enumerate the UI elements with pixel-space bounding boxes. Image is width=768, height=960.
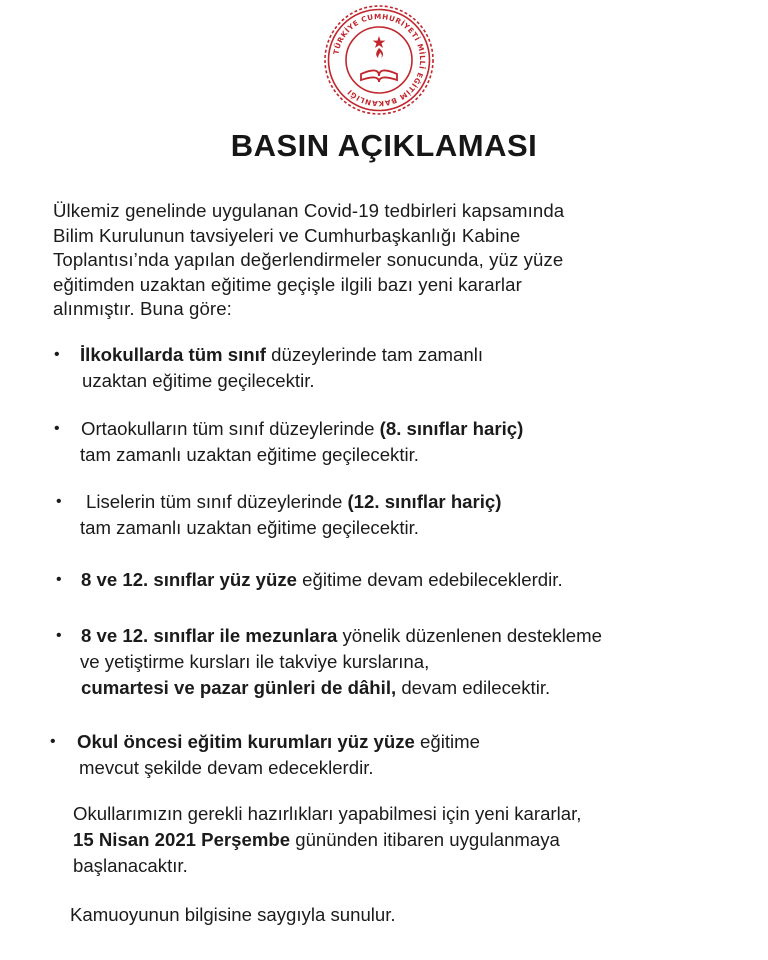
bullet-bold-text: cumartesi ve pazar günleri de dâhil,: [81, 677, 397, 698]
intro-line: eğitimden uzaktan eğitime geçişle ilgili bazı yeni kararlar: [53, 273, 522, 295]
bullet-bold-text: (8. sınıflar hariç): [379, 418, 524, 439]
bullet-line: mevcut şekilde devam edeceklerdir.: [79, 757, 374, 778]
bullet-line: tam zamanlı uzaktan eğitime geçilecektir.: [80, 517, 419, 538]
intro-line: alınmıştır. Buna göre:: [53, 298, 232, 320]
signoff-text: Kamuoyunun bilgisine saygıyla sunulur.: [70, 904, 396, 925]
closing-line: [73, 827, 581, 853]
bullet-line: uzaktan eğitime geçilecektir.: [82, 370, 315, 391]
bullet-line: [56, 489, 501, 515]
closing-date: 15 Nisan 2021 Perşembe: [73, 829, 291, 850]
bullet-dot-icon: •: [56, 571, 62, 588]
bullet-bold-text: 8 ve 12. sınıflar yüz yüze: [81, 569, 297, 590]
bullet-item-middle-schools: [54, 416, 523, 468]
intro-line: Ülkemiz genelinde uygulanan Covid-19 tedbirleri kapsamında: [53, 200, 565, 221]
bullet-bold-text: Okul öncesi eğitim kurumları yüz yüze: [77, 731, 415, 752]
bullet-line: [54, 416, 523, 442]
page-title: BASIN AÇIKLAMASI: [230, 128, 538, 163]
closing-text: gününden itibaren uygulanmaya: [290, 829, 560, 850]
bullet-dot-icon: •: [50, 733, 56, 750]
closing-paragraph: [73, 801, 581, 879]
bullet-line: tam zamanlı uzaktan eğitime geçilecektir.: [80, 444, 419, 465]
bullet-bold-text: (12. sınıflar hariç): [347, 491, 502, 512]
bullet-line: [50, 729, 480, 755]
bullet-line: [56, 675, 602, 701]
bullet-bold-text: 8 ve 12. sınıflar ile mezunlara: [81, 625, 338, 646]
intro-paragraph: [53, 199, 733, 322]
bullet-item-high-schools: [56, 489, 501, 541]
bullet-text: yönelik düzenlenen destekleme: [337, 625, 602, 646]
intro-line: Toplantısı’nda yapılan değerlendirmeler sonucunda, yüz yüze: [53, 249, 564, 271]
bullet-text: Ortaokulların tüm sınıf düzeylerinde: [81, 418, 380, 439]
closing-line: başlanacaktır.: [73, 855, 188, 876]
bullet-bold-text: İlkokullarda tüm sınıf: [80, 344, 266, 365]
svg-text:TÜRKİYE CUMHURİYETİ MİLLÎ EĞİT: TÜRKİYE CUMHURİYETİ MİLLÎ EĞİTİM BAKANLIĞI: [331, 11, 428, 109]
seal-emblem-icon: [321, 2, 437, 118]
bullet-text: düzeylerinde tam zamanlı: [265, 344, 484, 365]
bullet-line: ve yetiştirme kursları ile takviye kurslarına,: [80, 651, 430, 672]
bullet-text: eğitime devam edebileceklerdir.: [297, 569, 563, 590]
closing-line: Okullarımızın gerekli hazırlıkları yapabilmesi için yeni kararlar,: [73, 803, 582, 824]
bullet-dot-icon: •: [56, 493, 62, 510]
bullet-item-primary-schools: [54, 342, 483, 394]
bullet-line: [56, 623, 602, 649]
bullet-item-support-courses: [56, 623, 602, 701]
bullet-line: [54, 342, 483, 368]
bullet-dot-icon: •: [54, 346, 60, 363]
bullet-dot-icon: •: [56, 627, 62, 644]
bullet-text: Liselerin tüm sınıf düzeylerinde: [86, 491, 348, 512]
bullet-item-grades-8-12: [56, 567, 563, 593]
bullet-item-preschool: [50, 729, 480, 781]
bullet-line: [56, 567, 563, 593]
bullet-dot-icon: •: [54, 420, 60, 437]
bullet-text: devam edilecektir.: [396, 677, 551, 698]
bullet-text: eğitime: [414, 731, 480, 752]
intro-line: Bilim Kurulunun tavsiyeleri ve Cumhurbaşkanlığı Kabine: [53, 224, 521, 246]
ministry-seal-logo: [321, 2, 437, 118]
